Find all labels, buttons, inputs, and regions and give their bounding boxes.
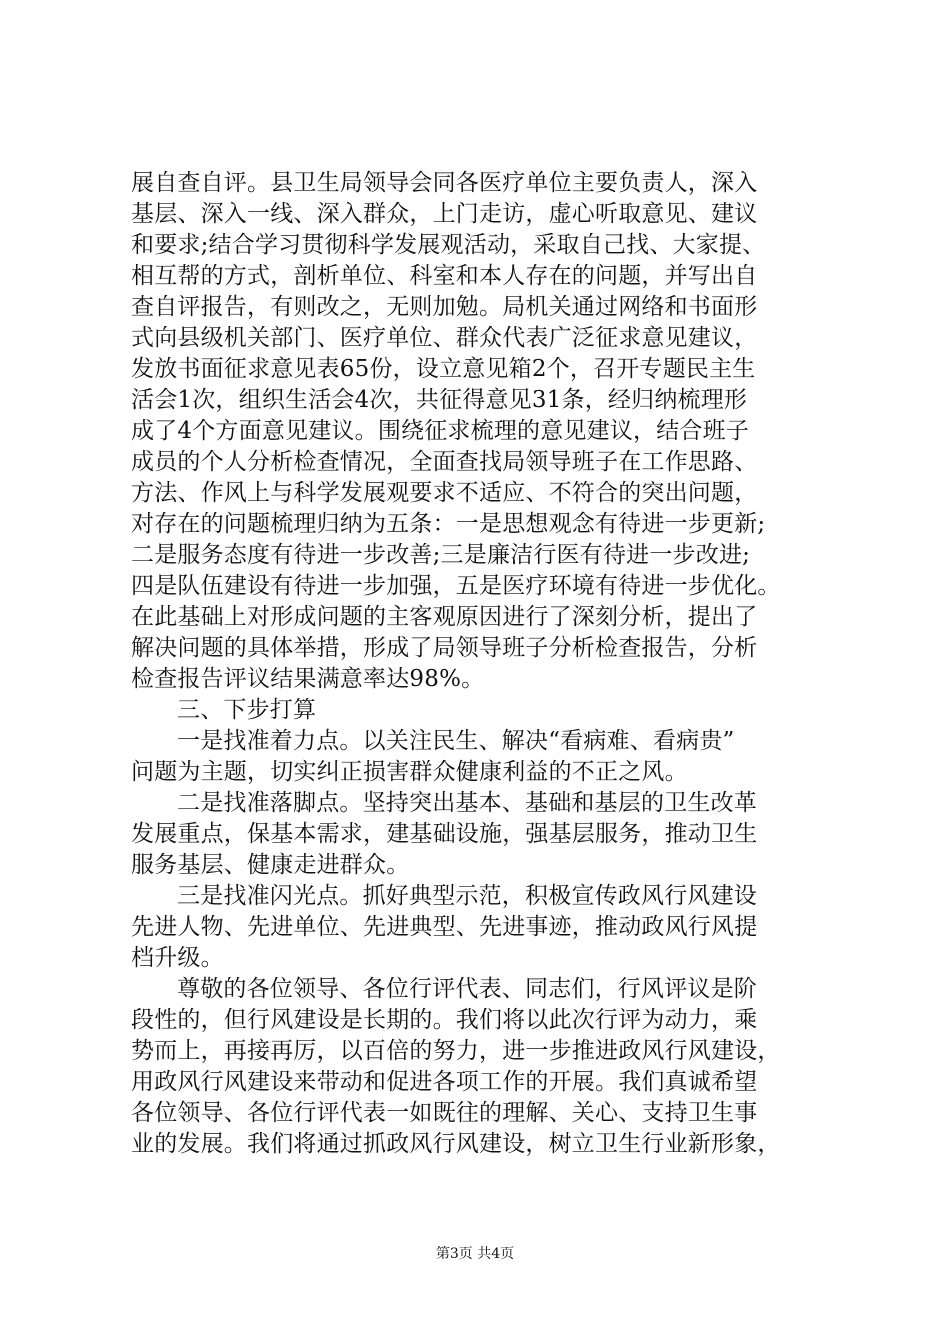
- text-line: 发展重点，保基本需求，建基础设施，强基层服务，推动卫生: [131, 821, 758, 847]
- text-line: 相互帮的方式，剖析单位、科室和本人存在的问题，并写出自: [131, 263, 758, 289]
- page-number-footer: 第3页 共4页: [435, 1246, 515, 1262]
- text-line: 成了4个方面意见建议。围绕征求梳理的意见建议，结合班子: [131, 418, 750, 444]
- text-line: 展自查自评。县卫生局领导会同各医疗单位主要负责人，深入: [131, 170, 758, 196]
- text-line: 检查报告评议结果满意率达98%。: [131, 666, 485, 692]
- text-line: 势而上，再接再厉，以百倍的努力，进一步推进政风行风建设，: [131, 1038, 781, 1064]
- paragraph-start: 二是找准落脚点。坚持突出基本、基础和基层的卫生改革: [177, 790, 757, 816]
- text-line: 和要求;结合学习贯彻科学发展观活动，采取自己找、大家提、: [131, 232, 766, 258]
- text-line: 档升级。: [131, 945, 224, 971]
- text-line: 先进人物、先进单位、先进典型、先进事迹，推动政风行风提: [131, 914, 758, 940]
- paragraph-start: 尊敬的各位领导、各位行评代表、同志们，行风评议是阶: [177, 976, 757, 1002]
- paragraph-start: 一是找准着力点。以关注民生、解决“看病难、看病贵”: [177, 728, 735, 754]
- text-line: 活会1次，组织生活会4次，共征得意见31条，经归纳梳理形: [131, 387, 748, 413]
- text-line: 问题为主题，切实纠正损害群众健康利益的不正之风。: [131, 759, 688, 785]
- text-line: 查自评报告，有则改之，无则加勉。局机关通过网络和书面形: [131, 294, 758, 320]
- section-heading: 三、下步打算: [177, 697, 317, 723]
- text-line: 业的发展。我们将通过抓政风行风建设，树立卫生行业新形象，: [131, 1131, 781, 1157]
- text-line: 对存在的问题梳理归纳为五条：一是思想观念有待进一步更新;: [131, 511, 766, 537]
- text-line: 式向县级机关部门、医疗单位、群众代表广泛征求意见建议，: [131, 325, 758, 351]
- text-line: 各位领导、各位行评代表一如既往的理解、关心、支持卫生事: [131, 1100, 758, 1126]
- text-line: 解决问题的具体举措，形成了局领导班子分析检查报告，分析: [131, 635, 758, 661]
- text-line: 基层、深入一线、深入群众，上门走访，虚心听取意见、建议: [131, 201, 758, 227]
- text-line: 在此基础上对形成问题的主客观原因进行了深刻分析，提出了: [131, 604, 758, 630]
- text-line: 服务基层、健康走进群众。: [131, 852, 410, 878]
- document-body: [131, 168, 831, 1160]
- text-line: 方法、作风上与科学发展观要求不适应、不符合的突出问题，: [131, 480, 758, 506]
- text-line: 二是服务态度有待进一步改善;三是廉洁行医有待进一步改进;: [131, 542, 751, 568]
- text-line: 用政风行风建设来带动和促进各项工作的开展。我们真诚希望: [131, 1069, 758, 1095]
- text-line: 发放书面征求意见表65份，设立意见箱2个，召开专题民主生: [131, 356, 756, 382]
- text-line: 成员的个人分析检查情况，全面查找局领导班子在工作思路、: [131, 449, 758, 475]
- text-line: 四是队伍建设有待进一步加强，五是医疗环境有待进一步优化。: [131, 573, 781, 599]
- text-line: 段性的，但行风建设是长期的。我们将以此次行评为动力，乘: [131, 1007, 758, 1033]
- paragraph-start: 三是找准闪光点。抓好典型示范，积极宣传政风行风建设: [177, 883, 757, 909]
